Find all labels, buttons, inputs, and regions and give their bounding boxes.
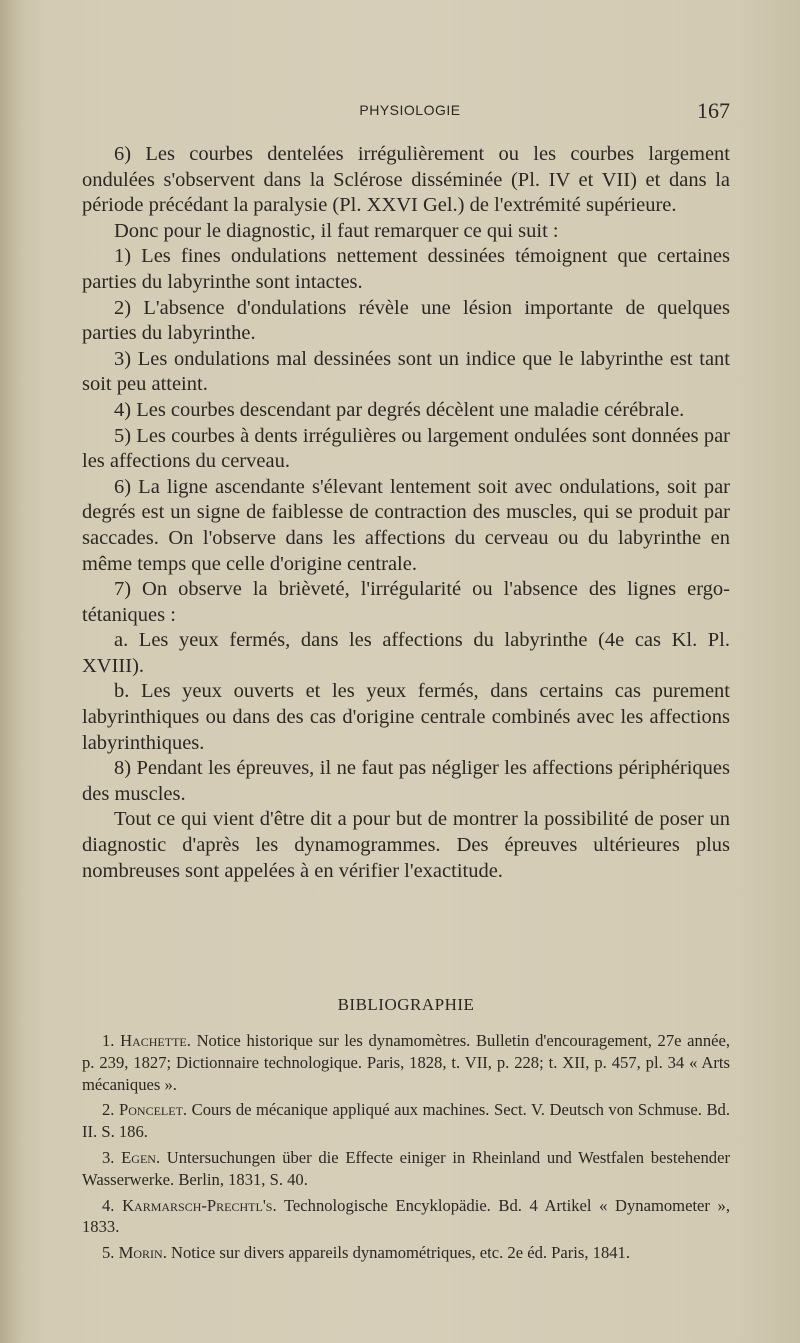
entry-number: 5. [102, 1243, 115, 1263]
paragraph: 1) Les fines ondulations nettement dessinées témoignent que certaines parties du labyrinthe sont intactes. [82, 245, 730, 293]
entry-text: Technologische Encyklopädie. Bd. 4 Artikel « Dynamometer », 1833. [82, 1195, 730, 1237]
bibliography-list [82, 1030, 730, 1268]
page-number: 167 [697, 98, 730, 123]
bibliography-entry [82, 1195, 730, 1239]
body-text [82, 142, 730, 884]
paragraph: 3) Les ondulations mal dessinées sont un indice que le labyrinthe est tant soit peu atteint. [82, 347, 730, 396]
paragraph: Donc pour le diagnostic, il faut remarquer ce qui suit : [114, 219, 559, 242]
paragraph: 6) Les courbes dentelées irrégulièrement ou les courbes largement ondulées s'observent dans la Sclérose disséminée (Pl. IV et VII) et dans la période précédant la paralysie (Pl. XXVI Gel.) de l'extrémité supérieure. [82, 143, 730, 217]
paragraph: a. Les yeux fermés, dans les affections du labyrinthe (4e cas Kl. Pl. XVIII). [82, 629, 730, 677]
entry-text: Notice sur divers appareils dynamométriques, etc. 2e éd. Paris, 1841. [171, 1243, 630, 1263]
entry-text: Notice historique sur les dynamomètres. Bulletin d'encouragement, 27e année, p. 239, 1827; Dictionnaire technologique. Paris, 1828, t. VII, p. 228; t. XII, p. 457, pl. 34 « Arts mécaniques ». [82, 1031, 730, 1094]
entry-number: 4. [102, 1195, 115, 1215]
entry-number: 1. [102, 1031, 115, 1050]
bibliography-entry [82, 1030, 730, 1095]
paragraph: 5) Les courbes à dents irrégulières ou largement ondulées sont données par les affections du cerveau. [82, 424, 730, 473]
paragraph: 8) Pendant les épreuves, il ne faut pas négliger les affections périphériques des muscles. [82, 757, 730, 805]
entry-author: Egen. [121, 1147, 161, 1167]
bibliography-title: BIBLIOGRAPHIE [337, 995, 475, 1014]
entry-author: Hachette. [120, 1031, 191, 1050]
page-binding-shadow [0, 0, 22, 1343]
paragraph: 6) La ligne ascendante s'élevant lentement soit avec ondulations, soit par degrés est un signe de faiblesse de contraction des muscles, qui se produit par saccades. On l'observe dans les affections du cerveau ou du labyrinthe en même temps que celle d'origine centrale. [82, 475, 730, 575]
paragraph: b. Les yeux ouverts et les yeux fermés, dans certains cas purement labyrinthiques ou dans des cas d'origine centrale combinés avec les affections labyrinthiques. [82, 680, 730, 754]
bibliography-entry [82, 1242, 730, 1264]
running-title: PHYSIOLOGIE [359, 102, 461, 118]
entry-text: Untersuchungen über die Effecte einiger in Rheinland und Westfalen bestehender Wasserwerke. Berlin, 1831, S. 40. [82, 1147, 730, 1189]
entry-author: Morin. [118, 1243, 167, 1263]
paragraph: 2) L'absence d'ondulations révèle une lésion importante de quelques parties du labyrinthe. [82, 296, 730, 345]
paragraph: Tout ce qui vient d'être dit a pour but de montrer la possibilité de poser un diagnostic d'après les dynamogrammes. Des épreuves ultérieures plus nombreuses sont appelées à en vérifier l'exactitude. [82, 808, 730, 882]
bibliography-entry [82, 1147, 730, 1191]
bibliography-entry [82, 1099, 730, 1143]
paragraph: 7) On observe la brièveté, l'irrégularité ou l'absence des lignes ergo-tétaniques : [82, 578, 730, 626]
entry-number: 2. [102, 1100, 115, 1120]
entry-author: Karmarsch-Prechtl's. [122, 1195, 277, 1215]
entry-text: Cours de mécanique appliqué aux machines. Sect. V. Deutsch von Schmuse. Bd. II. S. 186. [82, 1100, 731, 1142]
paragraph: 4) Les courbes descendant par degrés décèlent une maladie cérébrale. [114, 398, 685, 421]
page-header [90, 100, 730, 124]
entry-author: Poncelet. [119, 1100, 188, 1120]
entry-number: 3. [102, 1147, 115, 1167]
